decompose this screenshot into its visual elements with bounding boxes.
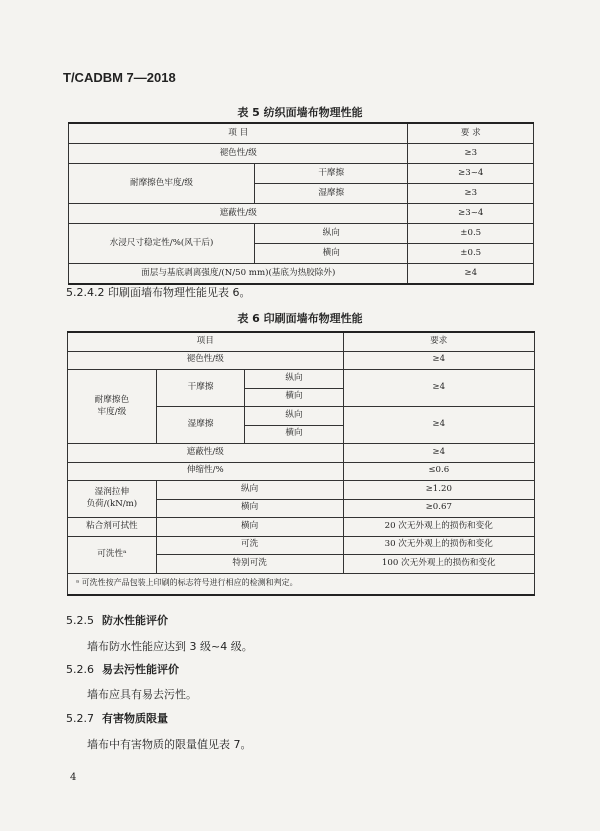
table6-cell: 粘合剂可拭性 — [68, 518, 157, 537]
table6-text: 耐摩擦色 — [94, 394, 130, 405]
table6-cell: 横向 — [245, 425, 343, 444]
section-text: 墙布应具有易去污性。 — [87, 688, 197, 701]
section-number: 5.2.6 — [66, 663, 94, 676]
table6-cell — [68, 481, 157, 518]
section-number: 5.2.7 — [66, 712, 94, 725]
table6-cell: ≥4 — [343, 444, 535, 463]
table6-cell: 干摩擦 — [156, 370, 245, 407]
table6-cell: 横向 — [245, 388, 343, 407]
table6-cell: 100 次无外观上的损伤和变化 — [343, 555, 535, 574]
table5-cell: ≥3~4 — [408, 164, 534, 184]
table5 — [68, 122, 534, 285]
table6-cell: 伸缩性/% — [68, 462, 344, 481]
table5-cell: ≥3 — [408, 184, 534, 204]
table5-cell: 横向 — [255, 244, 408, 264]
table6-note: ᵃ 可洗性按产品包装上印刷的标志符号进行相应的检测和判定。 — [68, 573, 535, 595]
table6-cell: 遮蔽性/级 — [68, 444, 344, 463]
table6-text: 负荷/(kN/m) — [86, 499, 138, 509]
table6-cell: 横向 — [156, 518, 343, 537]
table5-cell: ≥3 — [408, 144, 534, 164]
standard-code: T/CADBM 7—2018 — [63, 70, 176, 85]
section-heading — [66, 661, 179, 677]
table6-cell: 纵向 — [245, 407, 343, 426]
table6-cell: 横向 — [156, 499, 343, 518]
table6-cell: ≥4 — [343, 370, 535, 407]
table5-cell: 干摩擦 — [255, 164, 408, 184]
section-title: 有害物质限量 — [102, 712, 168, 725]
table6-cell: ≥0.67 — [343, 499, 535, 518]
table6-cell — [68, 370, 157, 444]
table6-header-item: 项目 — [68, 332, 344, 351]
table5-cell: ≥3~4 — [408, 204, 534, 224]
table5-caption: 表 5 纺织面墙布物理性能 — [237, 106, 363, 119]
table6-cell: ≥4 — [343, 407, 535, 444]
section-text: 墙布防水性能应达到 3 级~4 级。 — [87, 640, 253, 653]
table6-cell: 纵向 — [245, 370, 343, 389]
table6-header-req: 要求 — [343, 332, 535, 351]
table6-cell: 褪色性/级 — [68, 351, 344, 370]
table5-cell: 纵向 — [255, 224, 408, 244]
table6-text: 牢度/级 — [97, 406, 127, 417]
table5-cell: 湿摩擦 — [255, 184, 408, 204]
section-title: 易去污性能评价 — [102, 663, 179, 676]
table6-cell: 特别可洗 — [156, 555, 343, 574]
table6-cell: 30 次无外观上的损伤和变化 — [343, 536, 535, 555]
table5-header-req: 要 求 — [408, 123, 534, 144]
table5-header-item: 项 目 — [69, 123, 408, 144]
page-number: 4 — [70, 772, 77, 783]
table5-cell: 水浸尺寸稳定性/%(风干后) — [69, 224, 255, 264]
table6-cell: 纵向 — [156, 481, 343, 500]
section-number: 5.2.5 — [66, 614, 94, 627]
table5-cell: 耐摩擦色牢度/级 — [69, 164, 255, 204]
table5-cell: 遮蔽性/级 — [69, 204, 408, 224]
intro-table6: 5.2.4.2 印刷面墙布物理性能见表 6。 — [66, 286, 251, 299]
table5-cell: ±0.5 — [408, 244, 534, 264]
table6 — [67, 331, 535, 596]
table6-caption: 表 6 印刷面墙布物理性能 — [237, 312, 363, 325]
table6-cell: 可洗 — [156, 536, 343, 555]
table5-cell: 面层与基底剥离强度/(N/50 mm)(基底为热胶除外) — [69, 264, 408, 285]
table5-cell: ≥4 — [408, 264, 534, 285]
table6-cell: 可洗性ᵃ — [68, 536, 157, 573]
table6-cell: 湿摩擦 — [156, 407, 245, 444]
section-heading — [66, 710, 168, 726]
table5-cell: ±0.5 — [408, 224, 534, 244]
section-heading — [66, 612, 168, 628]
table6-text: 湿润拉伸 — [94, 487, 130, 498]
section-text: 墙布中有害物质的限量值见表 7。 — [87, 738, 252, 751]
table6-cell: ≥4 — [343, 351, 535, 370]
table5-cell: 褪色性/级 — [69, 144, 408, 164]
table6-cell: ≤0.6 — [343, 462, 535, 481]
section-title: 防水性能评价 — [102, 614, 168, 627]
table6-cell: 20 次无外观上的损伤和变化 — [343, 518, 535, 537]
table6-cell: ≥1.20 — [343, 481, 535, 500]
